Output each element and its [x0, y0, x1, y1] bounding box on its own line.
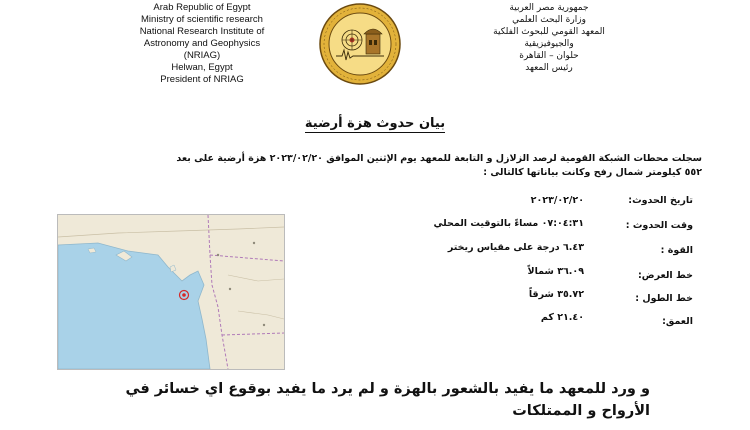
field-longitude-value: ٣٥.٧٢ شرقاً: [528, 289, 584, 300]
header-ar-line: رئيس المعهد: [525, 63, 573, 73]
header-ar-line: المعهد القومي للبحوث الفلكية: [493, 27, 605, 37]
field-longitude-label: خط الطول :: [635, 293, 693, 304]
field-depth-label: العمق:: [662, 316, 693, 327]
field-depth-value: ٢١.٤٠ كم: [540, 312, 584, 323]
nriag-seal-icon: [318, 2, 402, 86]
header-english: [112, 2, 292, 86]
header-ar-line: والجيوفيزيقية: [524, 39, 574, 49]
field-date-value: ٢٠٢٣/٠٢/٢٠: [530, 195, 584, 206]
header-en-line: President of NRIAG: [160, 74, 244, 85]
epicenter-map: [57, 214, 285, 370]
document-title: [180, 116, 570, 131]
header-ar-line: حلوان – القاهرة: [519, 51, 579, 61]
header-en-line: National Research Institute of: [139, 26, 265, 37]
header-ar-line: جمهورية مصر العربية: [509, 3, 589, 13]
field-latitude-label: خط العرض:: [637, 270, 693, 281]
header-en-line: Ministry of scientific research: [141, 14, 263, 25]
footer-line: الأرواح و الممتلكات: [512, 403, 650, 419]
field-date-label: تاريخ الحدوث:: [628, 195, 693, 206]
field-time-value: ٠٧:٠٤:٣١ مساءً بالتوقيت المحلي: [433, 218, 584, 229]
header-en-line: Helwan, Egypt: [171, 62, 233, 73]
field-time-label: وقت الحدوث :: [625, 220, 693, 231]
footer-statement: [90, 378, 650, 422]
intro-line: ٥٥٢ كيلومتر شمال رفح وكانت بياناتها كالتالى :: [483, 167, 702, 178]
intro-line: سجلت محطات الشبكة القومية لرصد الزلازل و التابعة للمعهد يوم الإثنين الموافق ٢٠٢٣/٠٢/٢٠ هزة أرضية على بعد: [176, 153, 702, 164]
document-title-text: بيان حدوث هزة أرضية: [304, 116, 446, 131]
header-ar-line: وزارة البحث العلمي: [512, 15, 586, 25]
header-en-line: Arab Republic of Egypt: [153, 2, 251, 13]
intro-paragraph: [62, 152, 702, 180]
field-magnitude-value: ٦.٤٣ درجة على مقياس ريختر: [447, 242, 584, 253]
footer-line: و ورد للمعهد ما يفيد بالشعور بالهزة و لم يرد ما يفيد بوقوع اي خسائر في: [125, 381, 650, 397]
field-latitude-value: ٣٦.٠٩ شمالاً: [527, 266, 584, 277]
header-arabic: [464, 2, 634, 74]
header-en-line: Astronomy and Geophysics: [143, 38, 261, 49]
field-magnitude-label: القوة :: [660, 245, 693, 256]
header-en-line: (NRIAG): [183, 50, 221, 61]
